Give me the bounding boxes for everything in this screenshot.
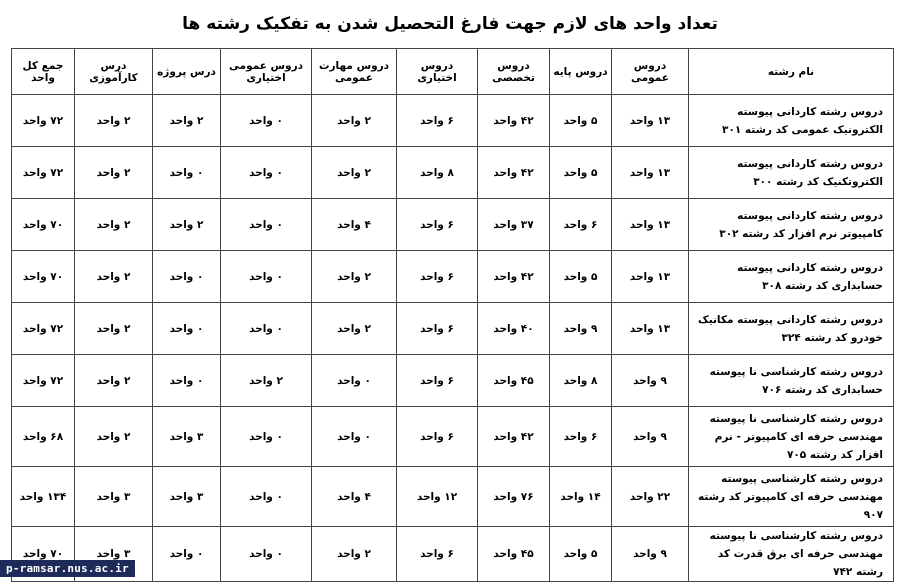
specialized-courses-cell: ۷۶ واحد (478, 467, 550, 527)
basic-courses-cell: ۶ واحد (550, 199, 612, 251)
general-elective-courses-cell: ۰ واحد (221, 303, 312, 355)
general-courses-cell: ۱۳ واحد (612, 147, 689, 199)
general-skill-courses-cell: ۲ واحد (312, 251, 397, 303)
general-skill-courses-cell: ۰ واحد (312, 355, 397, 407)
table-row (12, 199, 894, 251)
specialized-courses-cell: ۳۷ واحد (478, 199, 550, 251)
general-elective-courses-cell: ۰ واحد (221, 95, 312, 147)
internship-course-cell: ۲ واحد (75, 95, 153, 147)
general-courses-cell: ۱۳ واحد (612, 95, 689, 147)
basic-courses-cell: ۵ واحد (550, 251, 612, 303)
header-general-skill-courses: دروس مهارت عمومی (312, 49, 397, 95)
specialized-courses-cell: ۴۲ واحد (478, 251, 550, 303)
table-header-row (12, 49, 894, 95)
table-row (12, 95, 894, 147)
total-units-cell: ۶۸ واحد (12, 407, 75, 467)
internship-course-cell: ۳ واحد (75, 527, 153, 582)
project-course-cell: ۰ واحد (153, 147, 221, 199)
field-name-cell: دروس رشته کارشناسی پیوسته مهندسی حرفه ای کامپیوتر کد رشته ۹۰۷ (689, 467, 894, 527)
header-elective-courses: دروس اختیاری (397, 49, 478, 95)
basic-courses-cell: ۵ واحد (550, 147, 612, 199)
basic-courses-cell: ۶ واحد (550, 407, 612, 467)
field-name-cell: دروس رشته کارشناسی نا پیوسته حسابداری کد رشته ۷۰۶ (689, 355, 894, 407)
internship-course-cell: ۲ واحد (75, 251, 153, 303)
general-courses-cell: ۹ واحد (612, 355, 689, 407)
field-name-cell: دروس رشته کارشناسی نا پیوسته مهندسی حرفه ای کامپیوتر - نرم افزار کد رشته ۷۰۵ (689, 407, 894, 467)
general-courses-cell: ۲۲ واحد (612, 467, 689, 527)
basic-courses-cell: ۱۴ واحد (550, 467, 612, 527)
header-general-courses: دروس عمومی (612, 49, 689, 95)
general-elective-courses-cell: ۰ واحد (221, 527, 312, 582)
project-course-cell: ۰ واحد (153, 527, 221, 582)
internship-course-cell: ۲ واحد (75, 199, 153, 251)
internship-course-cell: ۳ واحد (75, 467, 153, 527)
elective-courses-cell: ۶ واحد (397, 199, 478, 251)
elective-courses-cell: ۶ واحد (397, 355, 478, 407)
general-elective-courses-cell: ۰ واحد (221, 251, 312, 303)
general-skill-courses-cell: ۴ واحد (312, 467, 397, 527)
header-internship-course: درس کارآموزی (75, 49, 153, 95)
header-total-units: جمع کل واحد (12, 49, 75, 95)
project-course-cell: ۰ واحد (153, 355, 221, 407)
elective-courses-cell: ۱۲ واحد (397, 467, 478, 527)
specialized-courses-cell: ۴۲ واحد (478, 95, 550, 147)
general-courses-cell: ۱۳ واحد (612, 303, 689, 355)
table-row (12, 407, 894, 467)
total-units-cell: ۷۲ واحد (12, 95, 75, 147)
total-units-cell: ۷۲ واحد (12, 303, 75, 355)
general-skill-courses-cell: ۲ واحد (312, 95, 397, 147)
internship-course-cell: ۲ واحد (75, 147, 153, 199)
table-row (12, 147, 894, 199)
project-course-cell: ۰ واحد (153, 303, 221, 355)
basic-courses-cell: ۹ واحد (550, 303, 612, 355)
elective-courses-cell: ۶ واحد (397, 303, 478, 355)
table-row (12, 467, 894, 527)
document-title: تعداد واحد های لازم جهت فارغ التحصیل شدن به تفکیک رشته ها (182, 14, 718, 34)
header-field-name: نام رشته (689, 49, 894, 95)
header-general-elective-courses: دروس عمومی اختیاری (221, 49, 312, 95)
total-units-cell: ۷۰ واحد (12, 199, 75, 251)
specialized-courses-cell: ۴۵ واحد (478, 355, 550, 407)
general-courses-cell: ۹ واحد (612, 527, 689, 582)
general-elective-courses-cell: ۰ واحد (221, 199, 312, 251)
elective-courses-cell: ۸ واحد (397, 147, 478, 199)
basic-courses-cell: ۵ واحد (550, 527, 612, 582)
field-name-cell: دروس رشته کاردانی پیوسته مکانیک خودرو کد رشته ۳۲۴ (689, 303, 894, 355)
field-name-cell: دروس رشته کاردانی پیوسته کامپیوتر نرم افزار کد رشته ۳۰۲ (689, 199, 894, 251)
total-units-cell: ۷۲ واحد (12, 147, 75, 199)
header-specialized-courses: دروس تخصصی (478, 49, 550, 95)
internship-course-cell: ۲ واحد (75, 355, 153, 407)
specialized-courses-cell: ۴۲ واحد (478, 407, 550, 467)
site-watermark: p-ramsar.nus.ac.ir (0, 560, 135, 577)
basic-courses-cell: ۸ واحد (550, 355, 612, 407)
table-row (12, 251, 894, 303)
project-course-cell: ۳ واحد (153, 407, 221, 467)
general-elective-courses-cell: ۰ واحد (221, 467, 312, 527)
basic-courses-cell: ۵ واحد (550, 95, 612, 147)
general-elective-courses-cell: ۰ واحد (221, 407, 312, 467)
general-elective-courses-cell: ۰ واحد (221, 147, 312, 199)
project-course-cell: ۲ واحد (153, 95, 221, 147)
field-name-cell: دروس رشته کاردانی پیوسته الکتروتکنیک کد رشته ۳۰۰ (689, 147, 894, 199)
specialized-courses-cell: ۴۰ واحد (478, 303, 550, 355)
general-skill-courses-cell: ۰ واحد (312, 407, 397, 467)
table-row (12, 355, 894, 407)
elective-courses-cell: ۶ واحد (397, 95, 478, 147)
general-elective-courses-cell: ۲ واحد (221, 355, 312, 407)
specialized-courses-cell: ۴۲ واحد (478, 147, 550, 199)
general-skill-courses-cell: ۲ واحد (312, 147, 397, 199)
table-row (12, 527, 894, 582)
total-units-cell: ۷۰ واحد (12, 251, 75, 303)
elective-courses-cell: ۶ واحد (397, 407, 478, 467)
general-skill-courses-cell: ۴ واحد (312, 199, 397, 251)
project-course-cell: ۲ واحد (153, 199, 221, 251)
field-name-cell: دروس رشته کاردانی پیوسته الکترونیک عمومی کد رشته ۳۰۱ (689, 95, 894, 147)
field-name-cell: دروس رشته کارشناسی نا پیوسته مهندسی حرفه ای برق قدرت کد رشته ۷۴۲ (689, 527, 894, 582)
total-units-cell: ۷۰ واحد (12, 527, 75, 582)
total-units-cell: ۱۳۴ واحد (12, 467, 75, 527)
header-basic-courses: دروس پایه (550, 49, 612, 95)
elective-courses-cell: ۶ واحد (397, 251, 478, 303)
field-name-cell: دروس رشته کاردانی پیوسته حسابداری کد رشته ۳۰۸ (689, 251, 894, 303)
general-skill-courses-cell: ۲ واحد (312, 527, 397, 582)
project-course-cell: ۰ واحد (153, 251, 221, 303)
units-table (11, 48, 894, 582)
general-courses-cell: ۱۳ واحد (612, 251, 689, 303)
project-course-cell: ۳ واحد (153, 467, 221, 527)
internship-course-cell: ۲ واحد (75, 407, 153, 467)
elective-courses-cell: ۶ واحد (397, 527, 478, 582)
table-row (12, 303, 894, 355)
general-skill-courses-cell: ۲ واحد (312, 303, 397, 355)
general-courses-cell: ۱۳ واحد (612, 199, 689, 251)
specialized-courses-cell: ۴۵ واحد (478, 527, 550, 582)
total-units-cell: ۷۲ واحد (12, 355, 75, 407)
internship-course-cell: ۲ واحد (75, 303, 153, 355)
header-project-course: درس پروژه (153, 49, 221, 95)
general-courses-cell: ۹ واحد (612, 407, 689, 467)
